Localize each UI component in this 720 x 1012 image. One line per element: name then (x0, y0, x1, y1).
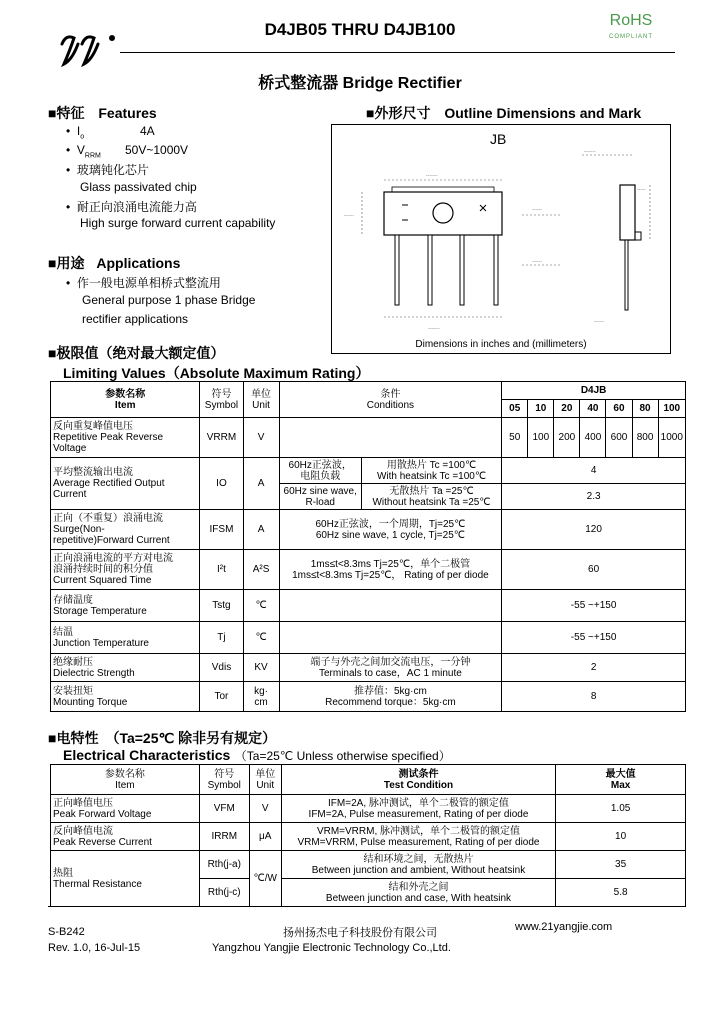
vfm-item (51, 795, 200, 823)
applications-heading-cn: ■用途 (48, 255, 85, 271)
feature-io-sym: I (76, 124, 81, 138)
row-tstg (51, 590, 686, 622)
vdis-item-en: Dielectric Strength (53, 667, 135, 679)
outline-caption: Dimensions in inches and (millimeters) (415, 339, 587, 350)
applications-heading (48, 253, 180, 273)
page-title: D4JB05 THRU D4JB100 (264, 20, 456, 39)
elec-col-cond (281, 765, 556, 795)
vrrm-val-10: 100 (528, 418, 554, 458)
vrrm-val-40: 400 (580, 418, 606, 458)
vdis-cond-1: 端子与外壳之间加交流电压，一分钟 (310, 656, 471, 668)
row-ifsm (51, 510, 686, 550)
vrrm-val-20: 200 (554, 418, 580, 458)
elec-col-cond-en: Test Condition (383, 779, 454, 791)
application-line-3: rectifier applications (82, 312, 189, 326)
tj-val: -55 ~+150 (502, 622, 686, 654)
io-sym: IO (200, 458, 243, 510)
vrrm-val-80: 800 (632, 418, 658, 458)
irrm-unit: μA (249, 823, 281, 851)
feature-io-value: 4A (140, 124, 155, 138)
tor-cond-1: 推荐值：5kg·cm (354, 685, 427, 697)
tj-unit: ℃ (243, 622, 279, 654)
irrm-item-cn: 反向峰值电流 (53, 825, 113, 837)
ifsm-sym: IFSM (200, 510, 243, 550)
tj-cond (279, 622, 502, 654)
application-line-1-text: 作一般电源单相桥式整流用 (76, 276, 221, 290)
feature-line-3: • 耐正向浪涌电流能力高 (66, 200, 197, 214)
io-item-cn: 平均整流输出电流 (53, 467, 133, 478)
vrrm-cond (279, 418, 502, 458)
tstg-item (51, 590, 200, 622)
tor-unit-2: cm (254, 696, 268, 708)
io-cond-d2: Without heatsink Ta =25℃ (372, 496, 491, 508)
tor-cond-2: Recommend torque：5kg·cm (325, 696, 456, 708)
row-vfm (51, 795, 686, 823)
feature-vrrm-value: 50V~1000V (125, 143, 189, 157)
vfm-cond (281, 795, 556, 823)
elec-col-sym (199, 765, 249, 795)
svg-text:------: ------ (594, 319, 604, 325)
feature-vrrm-sym: V (76, 143, 85, 157)
limits-col-sym-en: Symbol (204, 399, 239, 411)
elec-col-sym-en: Symbol (207, 779, 241, 791)
ifsm-cond (279, 510, 502, 550)
footer-company-cn: 扬州扬杰电子科技股份有限公司 (283, 927, 437, 939)
irrm-item-en: Peak Reverse Current (53, 836, 152, 848)
i2t-item-cn1: 正向浪涌电流的平方对电流 (53, 553, 173, 564)
features-heading-cn: ■特征 (48, 105, 85, 121)
vrrm-unit: V (243, 418, 279, 458)
ifsm-item (51, 510, 200, 550)
svg-text:-------: ------- (428, 326, 440, 332)
header-rule (120, 52, 675, 53)
electrical-heading-note: （Ta=25℃ Unless otherwise specified） (234, 749, 451, 763)
rth-cond-ja-1: 结和环境之间，无散热片 (363, 853, 474, 865)
io-item-en1: Average Rectified Output (53, 478, 165, 489)
irrm-cond-2: VRM=VRRM, Pulse measurement, Rating of per diode (297, 836, 540, 848)
io-unit: A (243, 458, 279, 510)
elec-col-cond-cn: 测试条件 (398, 768, 439, 780)
features-heading (48, 103, 157, 123)
io-cond-d1: 无散热片 Ta =25℃ (389, 485, 474, 497)
tstg-item-cn: 存储温度 (53, 594, 93, 606)
vrrm-item-cn: 反向重复峰值电压 (53, 421, 133, 432)
io-cond-b2: With heatsink Tc =100℃ (376, 470, 487, 482)
ifsm-item-cn: 正向（不重复）浪涌电流 (53, 513, 163, 524)
feature-line-1: • 玻璃钝化芯片 (66, 163, 149, 177)
application-line-1: • 作一般电源单相桥式整流用 (66, 276, 221, 290)
grade-20: 20 (554, 400, 580, 418)
irrm-sym: IRRM (199, 823, 249, 851)
row-io-1 (51, 458, 686, 484)
tstg-cond (279, 590, 502, 622)
tj-item (51, 622, 200, 654)
footer-rule (48, 906, 685, 907)
row-tor (51, 682, 686, 712)
tor-sym: Tor (200, 682, 243, 712)
footer-company-en: Yangzhou Yangjie Electronic Technology Co.,Ltd. (212, 942, 451, 954)
i2t-cond-1: 1ms≤t<8.3ms Tj=25℃，单个二极管 (310, 558, 471, 570)
i2t-item (51, 550, 200, 590)
limits-col-unit (243, 382, 279, 418)
feature-line-2: Glass passivated chip (80, 180, 197, 194)
footer-url[interactable]: www.21yangjie.com (515, 921, 613, 933)
feature-io-sub: o (80, 133, 85, 141)
io-cond-a2: 电阻负载 (300, 470, 341, 482)
io-cond-c (279, 484, 361, 510)
limits-col-cond-en: Conditions (366, 399, 415, 411)
tj-item-cn: 结温 (53, 626, 73, 638)
vdis-sym: Vdis (200, 654, 243, 682)
limits-col-param-cn: 参数名称 (105, 388, 146, 400)
row-vrrm (51, 418, 686, 458)
tor-item-cn: 安装扭矩 (53, 685, 93, 697)
elec-col-max-cn: 最大值 (605, 768, 636, 780)
limits-col-param (51, 382, 200, 418)
i2t-unit: A²S (243, 550, 279, 590)
outline-heading-en: Outline Dimensions and Mark (444, 105, 642, 121)
elec-col-unit (249, 765, 281, 795)
svg-text:-------: ------- (584, 149, 596, 155)
rth-cond-jc-2: Between junction and case, With heatsink (325, 892, 512, 904)
limits-col-sym (200, 382, 243, 418)
outline-heading-cn: ■外形尺寸 (366, 105, 431, 121)
elec-col-param (51, 765, 200, 795)
feature-io: • $I_o$ 4A (66, 124, 155, 141)
electrical-heading-cn: ■电特性 （Ta=25℃ 除非另有规定） (48, 730, 277, 746)
tor-item (51, 682, 200, 712)
irrm-max: 10 (556, 823, 686, 851)
vrrm-item-en1: Repetitive Peak Reverse (53, 432, 164, 443)
io-item-en2: Current (53, 489, 87, 500)
package-label: JB (490, 131, 507, 147)
io-cond-d (361, 484, 501, 510)
vfm-max: 1.05 (556, 795, 686, 823)
rth-cond-jc (281, 879, 556, 907)
svg-text:------: ------ (532, 259, 542, 265)
vrrm-val-05: 50 (502, 418, 528, 458)
footer-rev: Rev. 1.0, 16-Jul-15 (48, 942, 141, 954)
tstg-unit: ℃ (243, 590, 279, 622)
rth-sym-ja: Rth(j-a) (199, 851, 249, 879)
ifsm-cond-2: 60Hz sine wave, 1 cycle, Tj=25℃ (315, 529, 465, 541)
irrm-item (51, 823, 200, 851)
svg-text:-------: ------- (426, 173, 438, 179)
vfm-cond-1: IFM=2A, 脉冲测试，单个二极管的额定值 (328, 797, 509, 809)
rth-item-en: Thermal Resistance (53, 878, 142, 890)
io-cond-a1: 60Hz正弦波， (288, 459, 352, 471)
applications-heading-en: Applications (96, 255, 181, 271)
vrrm-val-100: 1000 (658, 418, 685, 458)
features-heading-en: Features (98, 105, 157, 121)
limits-col-param-en: Item (114, 399, 136, 411)
grade-10: 10 (528, 400, 554, 418)
rth-cond-ja-2: Between junction and ambient, Without heatsink (311, 864, 526, 876)
row-i2t (51, 550, 686, 590)
svg-text:------: ------ (344, 213, 354, 219)
vfm-item-cn: 正向峰值电压 (53, 797, 113, 809)
vfm-sym: VFM (199, 795, 249, 823)
vdis-cond-2: Terminals to case，AC 1 minute (318, 667, 462, 679)
vdis-val: 2 (502, 654, 686, 682)
row-vdis (51, 654, 686, 682)
vrrm-item-en2: Voltage (53, 443, 87, 454)
vdis-unit: KV (243, 654, 279, 682)
i2t-val: 60 (502, 550, 686, 590)
row-rth-1 (51, 851, 686, 879)
limits-table (50, 381, 686, 712)
grade-100: 100 (658, 400, 685, 418)
io-cond-c1: 60Hz sine wave, (283, 485, 357, 497)
grade-80: 80 (632, 400, 658, 418)
limits-part: D4JB (502, 382, 686, 400)
limits-col-sym-cn: 符号 (211, 388, 232, 400)
tstg-val: -55 ~+150 (502, 590, 686, 622)
limits-header-row (51, 382, 686, 400)
tj-sym: Tj (200, 622, 243, 654)
package-drawing (332, 125, 670, 353)
feature-line-3-text: 耐正向浪涌电流能力高 (76, 200, 197, 214)
ifsm-item-en2: repetitive)Forward Current (53, 535, 170, 546)
elec-header-row (51, 765, 686, 795)
rohs-label: RoHS (609, 12, 653, 29)
tstg-sym: Tstg (200, 590, 243, 622)
irrm-cond-1: VRM=VRRM, 脉冲测试，单个二极管的额定值 (316, 825, 520, 837)
io-val-1: 4 (502, 458, 686, 484)
rth-max-ja: 35 (556, 851, 686, 879)
io-cond-b (361, 458, 501, 484)
elec-col-sym-cn: 符号 (214, 768, 235, 780)
feature-line-1-text: 玻璃钝化芯片 (76, 163, 149, 177)
tj-item-en: Junction Temperature (53, 637, 149, 649)
ifsm-cond-1: 60Hz正弦波，一个周期，Tj=25℃ (315, 518, 466, 530)
vrrm-sym: VRRM (200, 418, 243, 458)
ifsm-val: 120 (502, 510, 686, 550)
elec-col-max (556, 765, 686, 795)
vrrm-item (51, 418, 200, 458)
feature-line-4: High surge forward current capability (80, 216, 276, 230)
io-item (51, 458, 200, 510)
elec-col-max-en: Max (610, 779, 631, 791)
rth-sym-jc: Rth(j-c) (199, 879, 249, 907)
i2t-item-en: Current Squared Time (53, 575, 152, 586)
elec-col-unit-en: Unit (256, 779, 275, 791)
vfm-unit: V (249, 795, 281, 823)
application-line-2: General purpose 1 phase Bridge (82, 293, 256, 307)
page-subtitle: 桥式整流器 Bridge Rectifier (258, 75, 462, 92)
row-tj (51, 622, 686, 654)
rth-cond-jc-1: 结和外壳之间 (388, 881, 449, 893)
irrm-cond (281, 823, 556, 851)
limits-col-cond (279, 382, 502, 418)
outline-heading (366, 103, 641, 123)
tor-val: 8 (502, 682, 686, 712)
grade-60: 60 (606, 400, 632, 418)
rth-max-jc: 5.8 (556, 879, 686, 907)
i2t-sym: I²t (200, 550, 243, 590)
electrical-heading (63, 747, 451, 765)
limits-heading-en: Limiting Values（Absolute Maximum Rating） (63, 365, 370, 381)
vdis-cond (279, 654, 502, 682)
row-irrm (51, 823, 686, 851)
grade-40: 40 (580, 400, 606, 418)
svg-text:------: ------ (532, 207, 542, 213)
vrrm-val-60: 600 (606, 418, 632, 458)
vdis-item (51, 654, 200, 682)
limits-heading-cn: ■极限值（绝对最大额定值） (48, 345, 225, 361)
rth-item-cn: 热阻 (53, 867, 73, 879)
elec-col-param-en: Item (115, 779, 135, 791)
i2t-item-cn2: 浪涌持续时间的积分值 (53, 564, 153, 575)
i2t-cond-2: 1ms≤t<8.3ms Tj=25℃， Rating of per diode (292, 569, 489, 581)
electrical-table (50, 764, 686, 907)
outline-drawing-box (331, 124, 671, 354)
limits-col-unit-en: Unit (252, 399, 270, 411)
tor-cond (279, 682, 502, 712)
electrical-heading-en: Electrical Characteristics (63, 747, 231, 763)
io-val-2: 2.3 (502, 484, 686, 510)
io-cond-a (279, 458, 361, 484)
ifsm-unit: A (243, 510, 279, 550)
elec-col-unit-cn: 单位 (255, 768, 276, 780)
i2t-cond (279, 550, 502, 590)
vfm-cond-2: IFM=2A, Pulse measurement, Rating of per diode (308, 808, 529, 820)
grade-05: 05 (502, 400, 528, 418)
footer-doc: S-B242 (48, 926, 85, 938)
tor-unit (243, 682, 279, 712)
ifsm-item-en1: Surge(Non- (53, 524, 105, 535)
svg-text:-----: ----- (637, 187, 646, 193)
tor-unit-1: kg· (254, 685, 269, 697)
elec-col-param-cn: 参数名称 (104, 768, 145, 780)
rth-unit: ℃/W (249, 851, 281, 907)
rth-item (51, 851, 200, 907)
io-cond-c2: R-load (305, 496, 335, 508)
tstg-item-en: Storage Temperature (53, 605, 147, 617)
rohs-sub: COMPLIANT (608, 34, 653, 40)
vfm-item-en: Peak Forward Voltage (53, 808, 152, 820)
io-cond-b1: 用散热片 Tc =100℃ (386, 459, 477, 471)
rth-cond-ja (281, 851, 556, 879)
vdis-item-cn: 绝缘耐压 (53, 656, 93, 668)
feature-vrrm-sub: RRM (84, 152, 101, 160)
tor-item-en: Mounting Torque (53, 696, 128, 708)
limits-col-cond-cn: 条件 (380, 388, 401, 400)
feature-vrrm: • $V_{RRM}$ 50V~1000V (66, 143, 189, 160)
rohs-badge (596, 12, 666, 40)
limits-col-unit-cn: 单位 (251, 388, 272, 400)
